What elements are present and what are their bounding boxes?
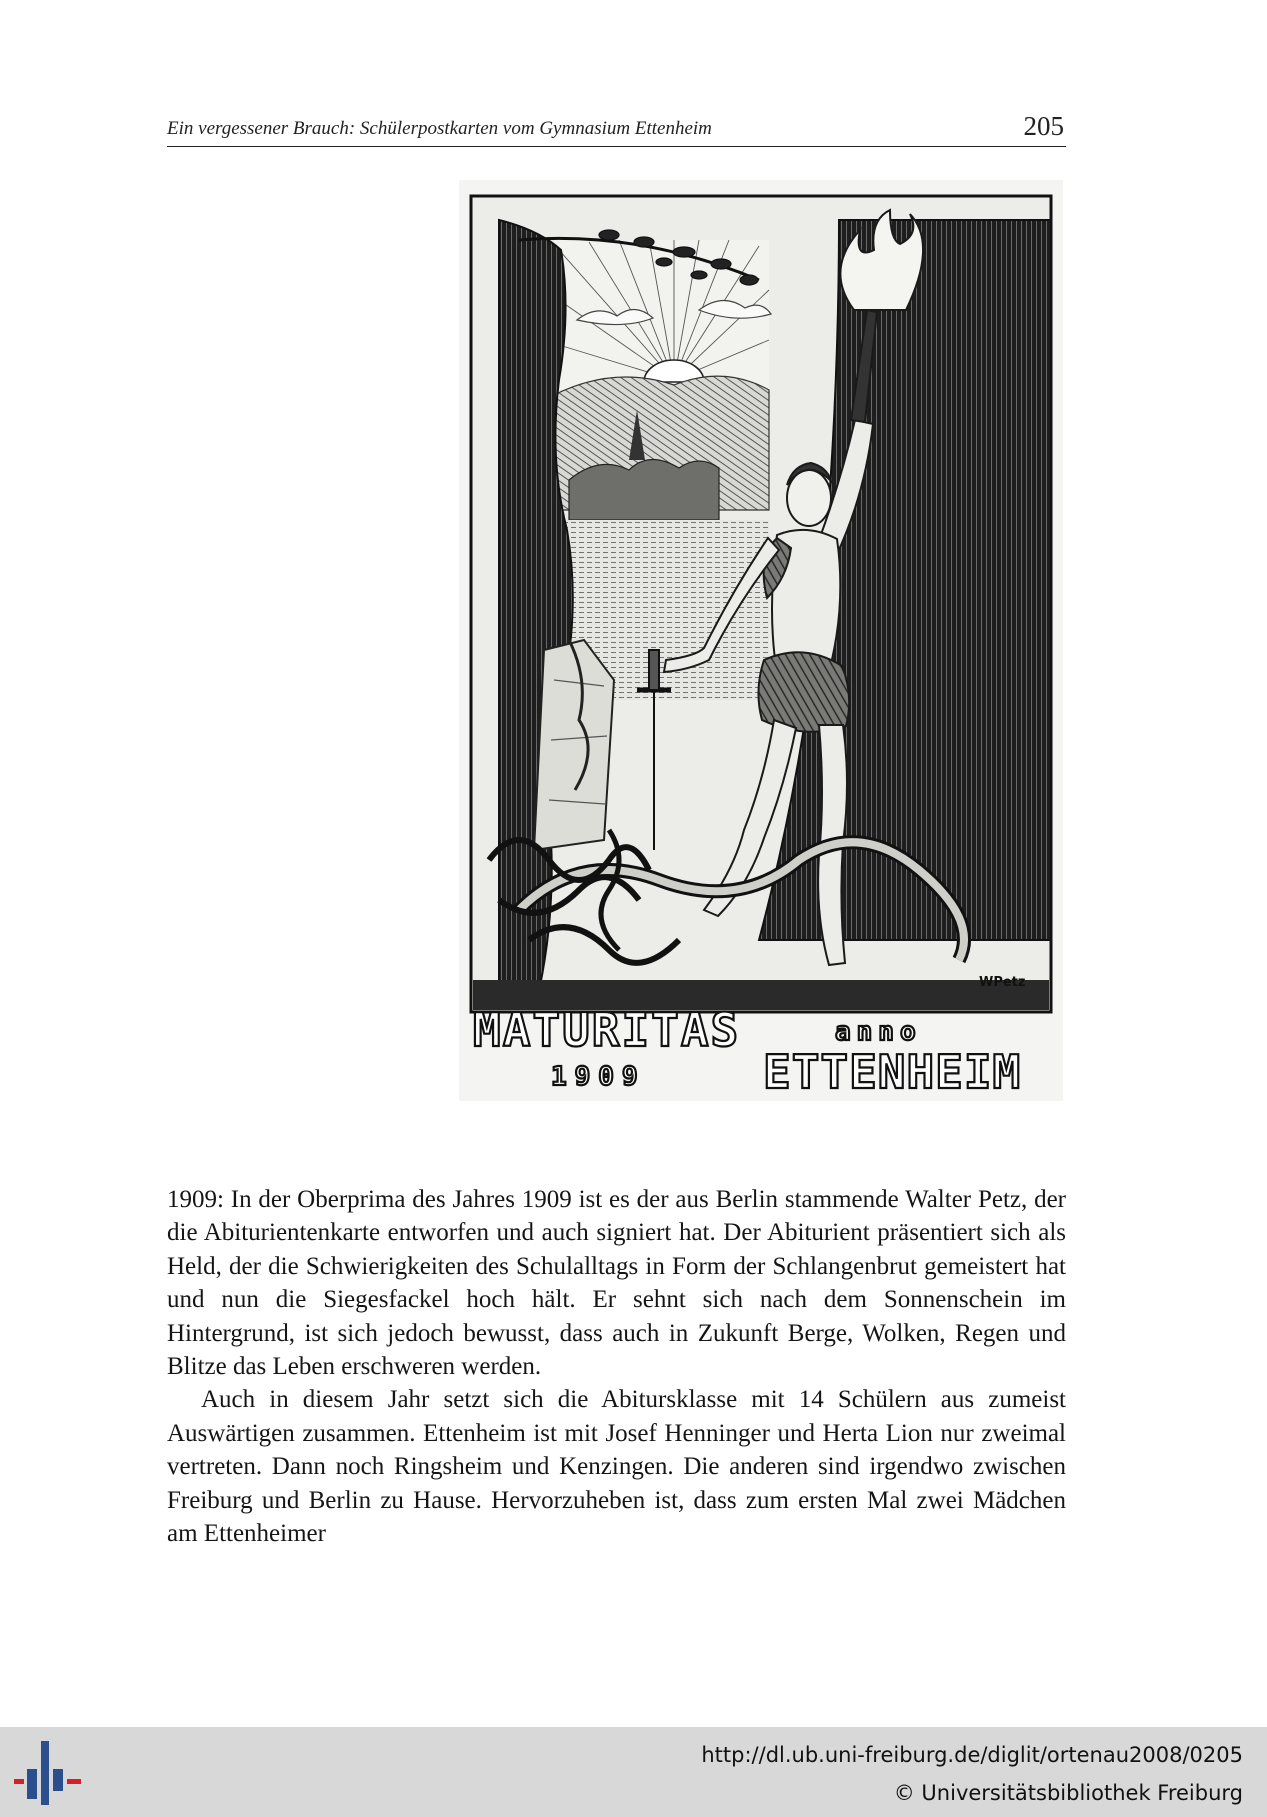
running-title: Ein vergessener Brauch: Schülerpostkarten vom Gymnasium Ettenheim — [167, 118, 712, 139]
page-number: 205 — [1023, 111, 1064, 141]
stone-altar — [534, 640, 614, 850]
postcard-illustration — [459, 180, 1063, 1101]
caption-year: 1909 — [551, 1062, 646, 1092]
caption-maturitas: MATURITAS — [473, 1003, 741, 1057]
running-header — [167, 110, 1066, 147]
paragraph: 1909: In der Oberprima des Jahres 1909 ist es der aus Berlin stammende Walter Petz, der die Abiturientenkarte entworfen und auch signiert hat. Der Abiturient präsentiert sich als Held, der die Schwierigkeiten des Schulalltags in Form der Schlangenbrut gemeistert hat und nun die Siegesfackel hoch hält. Er sehnt sich nach dem Sonnenschein im Hintergrund, ist sich jedoch bewusst, dass auch in Zukunft Berge, Wolken, Regen und Blitze das Leben erschweren werden. — [167, 1186, 1066, 1381]
caption-anno: anno — [835, 1017, 922, 1047]
copyright-notice: © Universitätsbibliothek Freiburg — [893, 1781, 1243, 1805]
paragraph: Auch in diesem Jahr setzt sich die Abitursklasse mit 14 Schülern aus zumeist Auswärtigen zusammen. Ettenheim ist mit Josef Henninger und Herta Lion nur zweimal vertreten. Dann noch Ringsheim und Kenzingen. Die anderen sind irgendwo zwischen Freiburg und Berlin zu Hause. Hervorzuheben ist, dass zum ersten Mal zwei Mädchen am Ettenheimer — [167, 1386, 1066, 1548]
ub-freiburg-logo-icon — [14, 1741, 84, 1805]
body-text — [167, 1183, 1066, 1550]
digitization-url-link[interactable]: http://dl.ub.uni-freiburg.de/diglit/ortenau2008/0205 — [701, 1743, 1243, 1767]
caption-ettenheim: ETTENHEIM — [763, 1045, 1022, 1099]
artist-signature: WPetz — [979, 975, 1026, 990]
footer-bar — [0, 1727, 1267, 1817]
